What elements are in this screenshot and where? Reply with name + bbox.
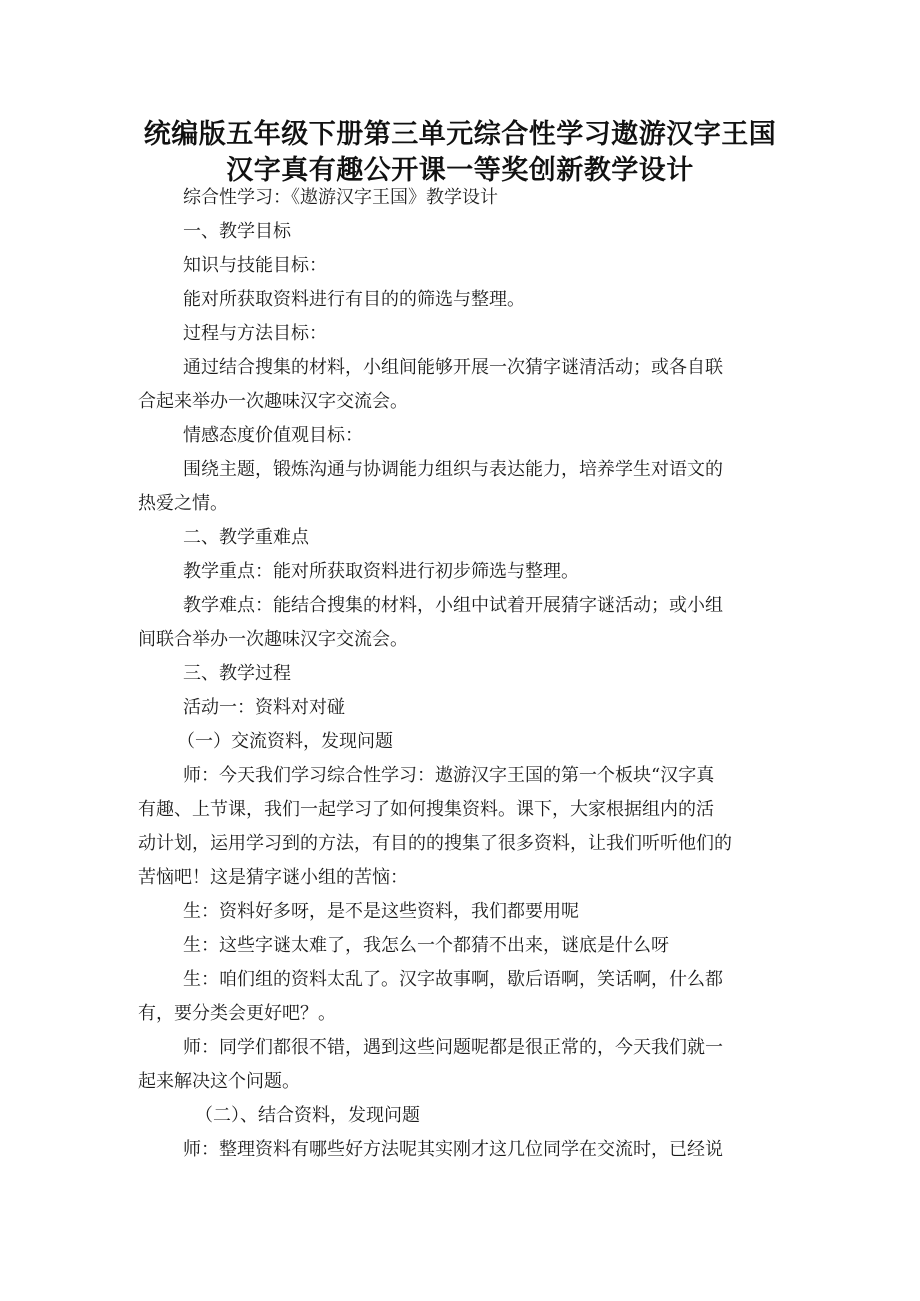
subheading: 知识与技能目标：	[183, 255, 327, 276]
subheading: 活动一：资料对对碰	[183, 697, 345, 718]
document-title-line-1: 统编版五年级下册第三单元综合性学习遨游汉字王国	[143, 119, 777, 150]
paragraph-line: 师：同学们都很不错，遇到这些问题呢都是很正常的，今天我们就一	[183, 1037, 723, 1058]
subheading: （一）交流资料，发现问题	[177, 731, 393, 752]
paragraph-line: 综合性学习：《遨游汉字王国》教学设计	[183, 187, 498, 208]
paragraph-line: 苦恼吧！这是猜字谜小组的苦恼：	[138, 867, 408, 888]
section-heading: 一、教学目标	[183, 221, 291, 242]
section-heading: 三、教学过程	[183, 663, 291, 684]
paragraph-line: 师：整理资料有哪些好方法呢其实刚才这几位同学在交流时，已经说	[183, 1139, 723, 1160]
paragraph-line: 有，要分类会更好吧？。	[138, 1003, 336, 1024]
paragraph-line: 动计划，运用学习到的方法，有目的的搜集了很多资料，让我们听听他们的	[138, 833, 732, 854]
section-heading: 二、教学重难点	[183, 527, 309, 548]
paragraph-line: 生：这些字谜太难了，我怎么一个都猜不出来，谜底是什么呀	[183, 935, 669, 956]
paragraph-line: 合起来举办一次趣味汉字交流会。	[138, 391, 408, 412]
subheading: （二）、结合资料，发现问题	[195, 1105, 420, 1126]
paragraph-line: 教学重点：能对所获取资料进行初步筛选与整理。	[183, 561, 579, 582]
paragraph-line: 起来解决这个问题。	[138, 1071, 300, 1092]
paragraph-line: 围绕主题，锻炼沟通与协调能力组织与表达能力，培养学生对语文的	[183, 459, 723, 480]
paragraph-line: 教学难点：能结合搜集的材料，小组中试着开展猜字谜活动；或小组	[183, 595, 723, 616]
subheading: 过程与方法目标：	[183, 323, 327, 344]
paragraph-line: 生：资料好多呀，是不是这些资料，我们都要用呢	[183, 901, 579, 922]
paragraph-line: 师：今天我们学习综合性学习：遨游汉字王国的第一个板块“汉字真	[183, 765, 715, 786]
document-title-line-2: 汉字真有趣公开课一等奖创新教学设计	[226, 155, 694, 186]
paragraph-line: 有趣、上节课，我们一起学习了如何搜集资料。课下，大家根据组内的活	[138, 799, 714, 820]
paragraph-line: 通过结合搜集的材料，小组间能够开展一次猜字谜清活动；或各自联	[183, 357, 723, 378]
paragraph-line: 能对所获取资料进行有目的的筛选与整理。	[183, 289, 525, 310]
subheading: 情感态度价值观目标：	[183, 425, 363, 446]
paragraph-line: 生：咱们组的资料太乱了。汉字故事啊，歇后语啊，笑话啊，什么都	[183, 969, 723, 990]
paragraph-line: 热爱之情。	[138, 493, 228, 514]
paragraph-line: 间联合举办一次趣味汉字交流会。	[138, 629, 408, 650]
